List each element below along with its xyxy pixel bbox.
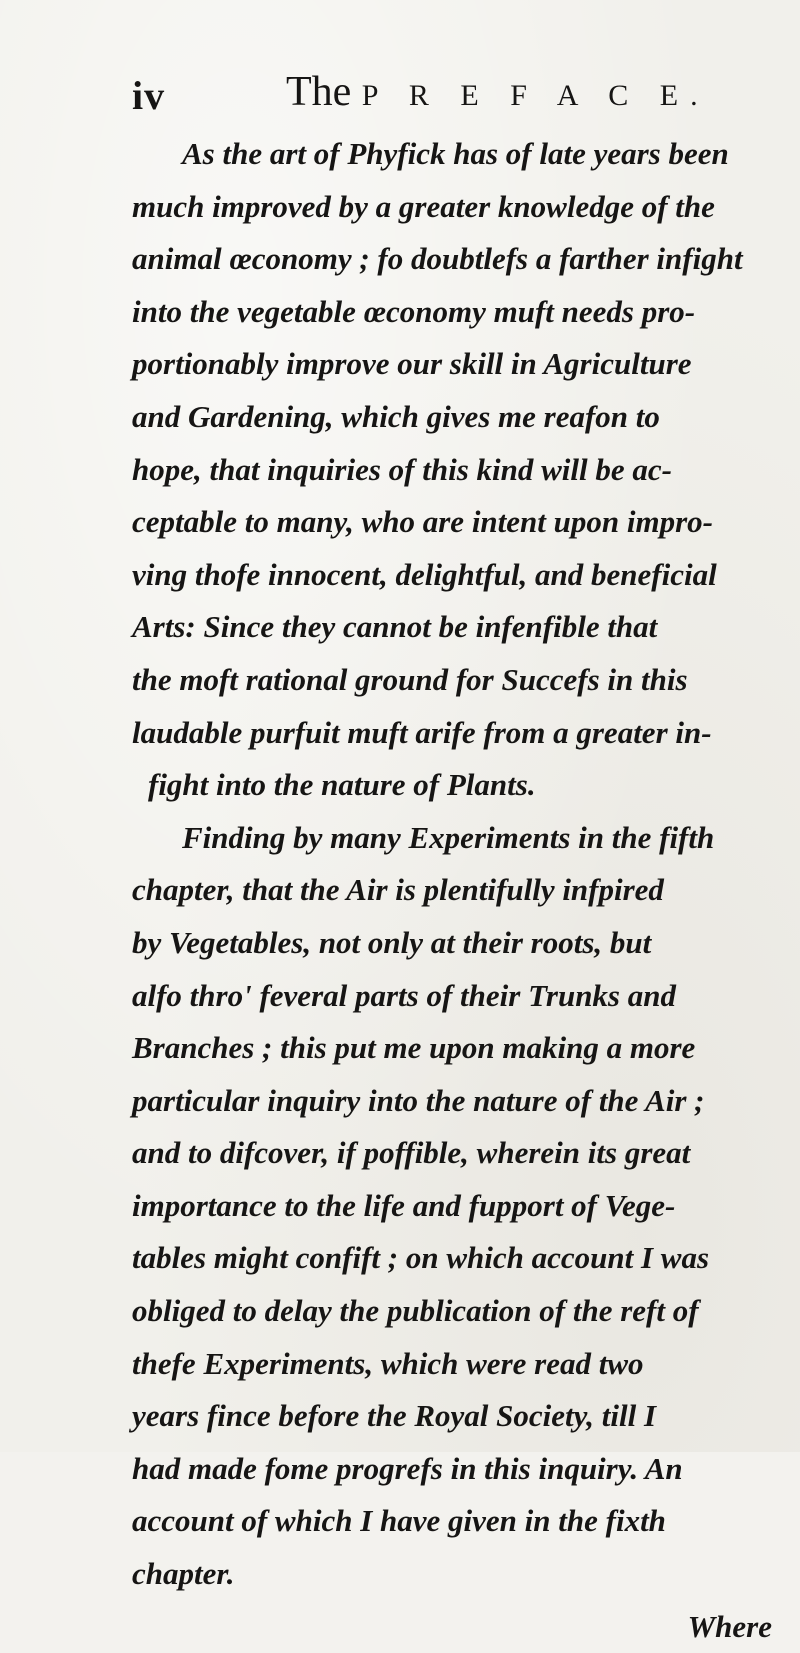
text-line: thefe Experiments, which were read two	[132, 1345, 644, 1381]
text-line: hope, that inquiries of this kind will be ac-	[132, 451, 672, 487]
text-line: Arts: Since they cannot be infenfible that	[132, 609, 658, 645]
text-line: ving thofe innocent, delightful, and beneficial	[132, 556, 717, 592]
text-line: tables might confift ; on which account I was	[132, 1240, 710, 1276]
running-head-title	[286, 68, 710, 116]
text-line: had made fome progrefs in this inquiry. An	[132, 1450, 683, 1486]
catchword: Where	[687, 1608, 772, 1644]
running-header	[132, 64, 772, 116]
text-line: particular inquiry into the nature of the Air ;	[132, 1082, 705, 1118]
text-line: by Vegetables, not only at their roots, but	[132, 924, 652, 960]
text-line: chapter, that the Air is plentifully infpired	[132, 872, 664, 908]
text-line: ceptable to many, who are intent upon impro-	[132, 504, 713, 540]
text-line: obliged to delay the publication of the reft of	[132, 1293, 699, 1329]
text-line: and to difcover, if poffible, wherein its great	[132, 1135, 691, 1171]
text-line: Branches ; this put me upon making a more	[132, 1030, 696, 1066]
text-line: and Gardening, which gives me reafon to	[132, 398, 660, 434]
text-line: fight into the nature of Plants.	[148, 767, 536, 803]
running-head-preface: P R E F A C E.	[361, 79, 710, 112]
text-line: animal œconomy ; fo doubtlefs a farther infight	[132, 241, 743, 277]
text-line: into the vegetable œconomy muft needs pro-	[132, 293, 696, 329]
text-line: alfo thro' feveral parts of their Trunks and	[132, 977, 676, 1013]
text-line: the moft rational ground for Succefs in this	[132, 661, 688, 697]
text-line: portionably improve our skill in Agriculture	[132, 346, 692, 382]
text-line: As the art of Phyfick has of late years been	[182, 136, 729, 171]
text-line: Finding by many Experiments in the fifth	[182, 819, 715, 855]
running-head-the: The	[286, 69, 352, 115]
text-line: chapter.	[132, 1556, 235, 1592]
text-line: much improved by a greater knowledge of the	[132, 188, 715, 224]
text-line: laudable purfuit muft arife from a greater in-	[132, 714, 712, 750]
page-number: iv	[132, 73, 166, 118]
text-line: account of which I have given in the fixth	[132, 1503, 666, 1539]
preface-body-text	[132, 128, 782, 1653]
text-line: years fince before the Royal Society, till I	[132, 1398, 657, 1434]
text-line: importance to the life and fupport of Vege-	[132, 1187, 676, 1223]
